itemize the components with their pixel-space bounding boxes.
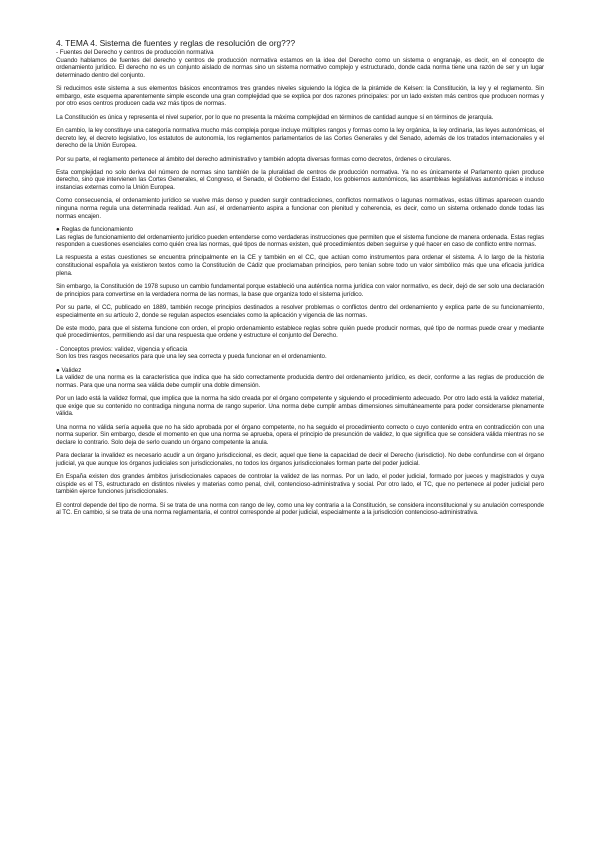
paragraph: Por su parte, el reglamento pertenece al ámbito del derecho administrativo y también adopta diversas formas como decretos, órdenes o circulares. — [56, 155, 452, 163]
document-title: 4. TEMA 4. Sistema de fuentes y reglas de resolución de org??? — [56, 38, 296, 48]
section-heading: ● Reglas de funcionamiento — [56, 225, 134, 233]
paragraph: Las reglas de funcionamiento del ordenamiento jurídico pueden entenderse como verdaderas instrucciones que permiten que el sistema funcione de manera ordenada. Estas reglas responden a cuestiones esenciales como quién crea las normas, qué tipos de normas existen, qué procedimientos deben seguirse y qué hacer en caso de conflicto entre normas. — [56, 233, 544, 249]
section-heading: - Fuentes del Derecho y centros de producción normativa — [56, 49, 214, 56]
paragraph: Esta complejidad no solo deriva del número de normas sino también de la pluralidad de centros de producción normativa. Ya no es únicamente el Parlamento quien produce derecho, sino que intervienen las Cortes Generales, el Congreso, el Senado, el Gobierno del Estado, los gobiernos autonómicos, las asambleas legislativas autonómicas e incluso instancias externas como la Unión Europea. — [56, 168, 544, 192]
paragraph: La validez de una norma es la característica que indica que ha sido correctamente producida dentro del ordenamiento jurídico, es decir, conforme a las reglas de producción de normas. Para que una norma sea válida debe cumplir una doble dimensión. — [56, 374, 544, 389]
paragraph: En España existen dos grandes ámbitos jurisdiccionales capaces de controlar la validez de las normas. Por un lado, el poder judicial, formado por jueces y magistrados y cuya cúspide es el TS, estructurado en distintos niveles y materias como penal, civil, contencioso-administrativa y social. Por otro lado, el TC, que no pertenece al poder judicial pero también ejerce funciones jurisdiccionales. — [56, 473, 544, 496]
paragraph: La Constitución es única y representa el nivel superior, por lo que no presenta la máxima complejidad en términos de cantidad aunque sí en términos de jerarquía. — [56, 113, 494, 121]
paragraph: Por su parte, el CC, publicado en 1889, también recoge principios destinados a resolver problemas o conflictos dentro del ordenamiento y explica parte de su funcionamiento, especialmente en su artículo 2, donde se regulan aspectos esenciales como la aplicación y vigencia de las normas. — [56, 303, 544, 319]
paragraph: La respuesta a estas cuestiones se encuentra principalmente en la CE y también en el CC, que actúan como instrumentos para ordenar el sistema. A lo largo de la historia constitucional española ya existieron textos como la Constitución de Cádiz que proclamaban principios, pero tenían sobre todo un valor simbólico más que una eficacia jurídica plena. — [56, 254, 544, 277]
paragraph: Son los tres rasgos necesarios para que una ley sea correcta y pueda funcionar en el ordenamiento. — [56, 353, 327, 361]
paragraph: De este modo, para que el sistema funcione con orden, el propio ordenamiento establece reglas sobre quién puede producir normas, qué tipo de normas puede crear y mediante qué procedimientos, permitiendo así dar una respuesta que ordene y estructure el conjunto del Derecho. — [56, 324, 544, 340]
paragraph: Cuando hablamos de fuentes del derecho y centros de producción normativa estamos en la idea del Derecho como un sistema o engranaje, es decir, en el concepto de ordenamiento jurídico. El derecho no es un conjunto aislado de normas sino un sistema normativo complejo y estructurado, donde cada norma tiene una razón de ser y un lugar determinado dentro del conjunto. — [56, 56, 544, 79]
paragraph: Para declarar la invalidez es necesario acudir a un órgano jurisdiccional, es decir, aquel que tiene la capacidad de decir el Derecho (iurisdictio). No debe confundirse con el órgano judicial, ya que aunque los órganos judiciales son jurisdiccionales, no todos los órganos jurisdiccionales forman parte del poder judicial. — [56, 452, 544, 467]
paragraph: En cambio, la ley constituye una categoría normativa mucho más compleja porque incluye múltiples rangos y formas como la ley orgánica, la ley ordinaria, las leyes autonómicas, el decreto ley, el decreto legislativo, los estatutos de autonomía, los reglamentos parlamentarios de las Cortes Generales y del Senado, además de los tratados internacionales y el derecho de la Unión Europea. — [56, 126, 544, 150]
document-body — [56, 49, 544, 517]
section-heading: - Conceptos previos: validez, vigencia y eficacia — [56, 345, 188, 353]
paragraph: Sin embargo, la Constitución de 1978 supuso un cambio fundamental porque estableció una auténtica norma jurídica con valor normativo, es decir, dejó de ser solo una declaración de principios para convertirse en la verdadera norma de las normas, la base que organiza todo el sistema jurídico. — [56, 282, 544, 298]
paragraph: Si reducimos este sistema a sus elementos básicos encontramos tres grandes niveles siguiendo la lógica de la pirámide de Kelsen: la Constitución, la ley y el reglamento. Sin embargo, este esquema aparentemente simple esconde una gran complejidad que se explica por dos razones principales: por un lado existen más centros que producen normas y por otro esos centros producen cada vez más tipos de normas. — [56, 85, 544, 108]
paragraph: Por un lado está la validez formal, que implica que la norma ha sido creada por el órgano competente y siguiendo el procedimiento adecuado. Por otro lado está la validez material, que exige que su contenido no contradiga ninguna norma de rango superior. Una norma debe cumplir ambas dimensiones simultáneamente para poder considerarse plenamente válida. — [56, 395, 544, 418]
paragraph: Como consecuencia, el ordenamiento jurídico se vuelve más denso y pueden surgir contradicciones, conflictos normativos o lagunas normativas, estas últimas aparecen cuando ninguna norma regula una determinada realidad. Aun así, el ordenamiento aspira a funcionar con plenitud y coherencia, es decir, como un sistema ordenado donde todas las normas encajen. — [56, 197, 544, 220]
paragraph: El control depende del tipo de norma. Si se trata de una norma con rango de ley, como una ley contraria a la Constitución, se considera inconstitucional y su anulación corresponde al TC. En cambio, si se trata de una norma reglamentaria, el control corresponde al poder judicial, especialmente a la jurisdicción contencioso-administrativa. — [56, 501, 544, 517]
section-heading: ● Validez — [56, 366, 82, 374]
paragraph: Una norma no válida sería aquella que no ha sido aprobada por el órgano competente, no ha seguido el procedimiento correcto o cuyo contenido entra en contradicción con una norma superior. Sin embargo, desde el momento en que una norma se aprueba, opera el principio de presunción de validez, lo que significa que se considera válida mientras no se declare lo contrario. Solo deja de serlo cuando un órgano competente la anula. — [56, 423, 544, 446]
